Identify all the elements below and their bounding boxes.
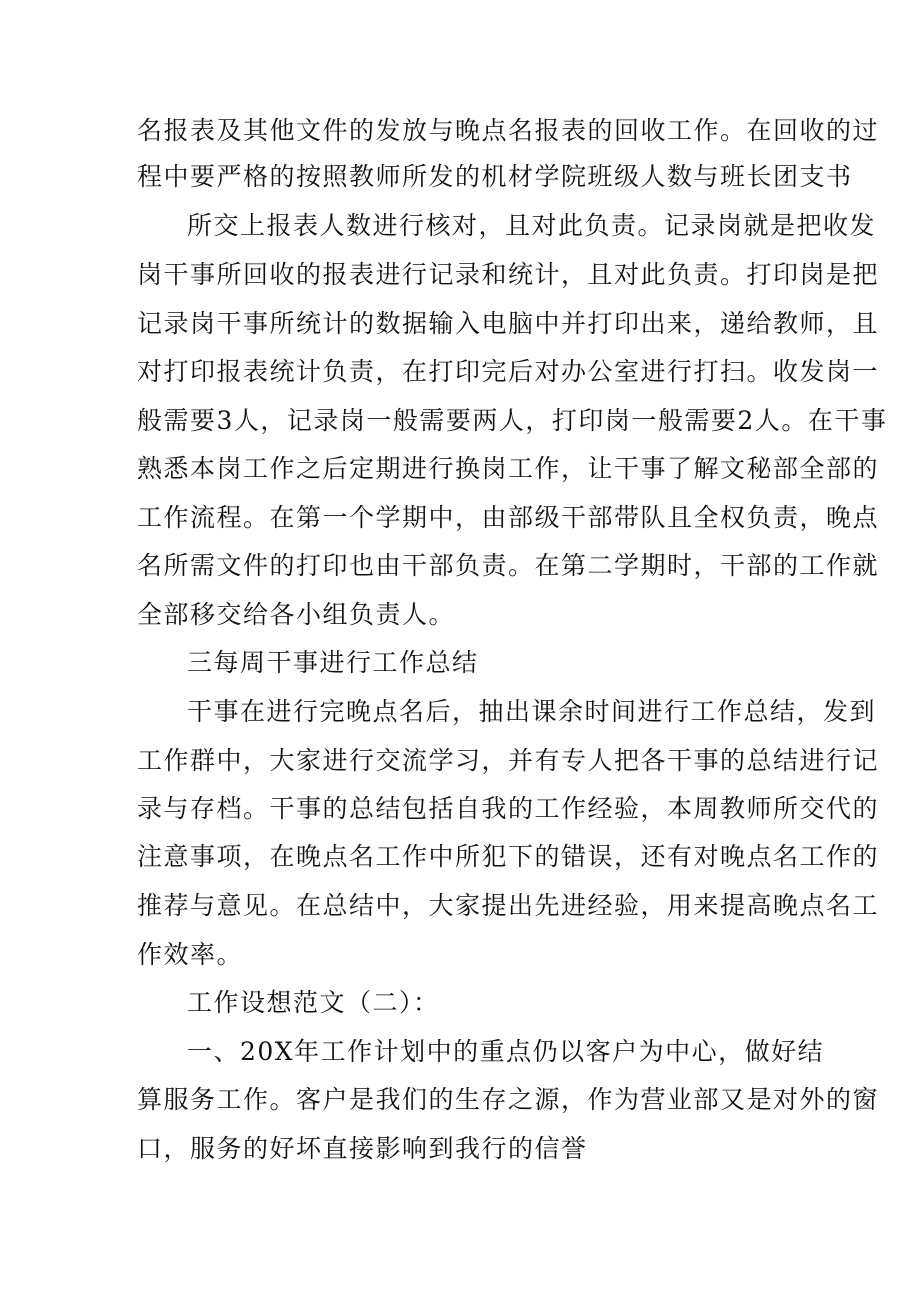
body-text-line: 工作群中，大家进行交流学习，并有专人把各干事的总结进行记 — [137, 746, 880, 775]
body-text-line: 干事在进行完晚点名后，抽出课余时间进行工作总结，发到 — [187, 697, 877, 726]
section-heading: 工作设想范文（二）： — [187, 988, 440, 1017]
body-text-line: 名报表及其他文件的发放与晚点名报表的回收工作。在回收的过 — [137, 116, 880, 145]
body-text-line: 记录岗干事所统计的数据输入电脑中并打印出来，递给教师，且 — [137, 309, 880, 338]
body-text-line: 所交上报表人数进行核对，且对此负责。记录岗就是把收发 — [187, 211, 877, 240]
body-text-line: 注意事项，在晚点名工作中所犯下的错误，还有对晚点名工作的 — [137, 842, 880, 871]
body-text-line: 般需要3人，记录岗一般需要两人，打印岗一般需要2人。在干事 — [137, 406, 888, 435]
body-text-line: 熟悉本岗工作之后定期进行换岗工作，让干事了解文秘部全部的 — [137, 454, 880, 483]
body-text-line: 推荐与意见。在总结中，大家提出先进经验，用来提高晚点名工 — [137, 891, 880, 920]
body-text-line: 录与存档。干事的总结包括自我的工作经验，本周教师所交代的 — [137, 794, 880, 823]
body-text-line: 全部移交给各小组负责人。 — [137, 600, 456, 629]
section-heading: 三每周干事进行工作总结 — [187, 648, 479, 677]
body-text-line: 名所需文件的打印也由干部负责。在第二学期时，干部的工作就 — [137, 551, 880, 580]
body-text-line: 口，服务的好坏直接影响到我行的信誉 — [137, 1134, 588, 1163]
body-text-line: 算服务工作。客户是我们的生存之源，作为营业部又是对外的窗 — [137, 1085, 880, 1114]
body-text-line: 工作流程。在第一个学期中，由部级干部带队且全权负责，晚点 — [137, 503, 880, 532]
body-text-line: 作效率。 — [137, 940, 244, 969]
body-text-line: 一、20X年工作计划中的重点仍以客户为中心，做好结 — [187, 1037, 825, 1066]
body-text-line: 对打印报表统计负责，在打印完后对办公室进行打扫。收发岗一 — [137, 357, 880, 386]
body-text-line: 岗干事所回收的报表进行记录和统计，且对此负责。打印岗是把 — [137, 260, 880, 289]
body-text-line: 程中要严格的按照教师所发的机材学院班级人数与班长团支书 — [137, 162, 853, 191]
